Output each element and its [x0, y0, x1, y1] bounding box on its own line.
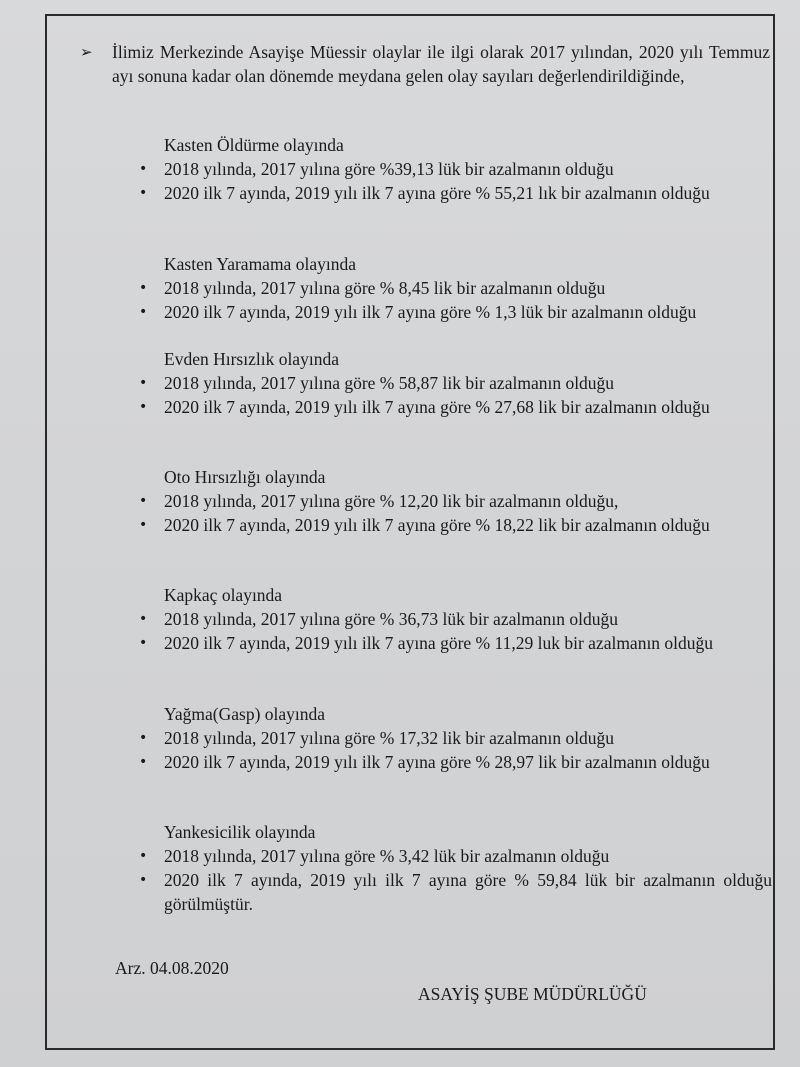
- list-item: [138, 276, 772, 300]
- section-kasten-yaralama: [138, 252, 772, 324]
- section-title: Oto Hırsızlığı olayında: [164, 467, 326, 487]
- list-item: [138, 300, 772, 324]
- list-item: [138, 844, 772, 868]
- bullet-dot-icon: •: [139, 375, 148, 391]
- bullet-dot-icon: •: [139, 635, 148, 651]
- section-oto-hirsizligi: [138, 465, 772, 537]
- bullet-dot-icon: •: [139, 517, 148, 533]
- section-list: [138, 607, 772, 655]
- list-item-text: 2018 yılında, 2017 yılına göre % 58,87 lik bir azalmanın olduğu: [164, 373, 615, 393]
- list-item: [138, 181, 772, 205]
- bullet-dot-icon: •: [139, 848, 148, 864]
- list-item-text: 2018 yılında, 2017 yılına göre % 3,42 lük bir azalmanın olduğu: [164, 846, 610, 866]
- section-yagma-gasp: [138, 702, 772, 774]
- intro-paragraph: [80, 40, 770, 88]
- list-item-text: 2018 yılında, 2017 yılına göre % 8,45 lik bir azalmanın olduğu: [164, 278, 606, 298]
- section-list: [138, 157, 772, 205]
- list-item-text: 2018 yılında, 2017 yılına göre % 12,20 lik bir azalmanın olduğu,: [164, 491, 619, 511]
- list-item-text: 2018 yılında, 2017 yılına göre %39,13 lük bir azalmanın olduğu: [164, 159, 614, 179]
- list-item-text: 2020 ilk 7 ayında, 2019 yılı ilk 7 ayına göre % 59,84 lük bir azalmanın olduğu görülmüştür.: [164, 870, 772, 914]
- list-item: [138, 631, 772, 655]
- section-title: Evden Hırsızlık olayında: [164, 349, 339, 369]
- signature-block: ASAYİŞ ŞUBE MÜDÜRLÜĞÜ: [418, 984, 647, 1004]
- section-title: Yağma(Gasp) olayında: [164, 704, 326, 724]
- list-item-text: 2018 yılında, 2017 yılına göre % 17,32 lik bir azalmanın olduğu: [164, 728, 615, 748]
- intro-text: İlimiz Merkezinde Asayişe Müessir olaylar ile ilgi olarak 2017 yılından, 2020 yılı Temmuz ayı sonuna kadar olan dönemde meydana gelen olay sayıları değerlendirildiğinde,: [112, 42, 770, 86]
- section-title: Kapkaç olayında: [164, 585, 283, 605]
- list-item: [138, 607, 772, 631]
- section-list: [138, 844, 772, 916]
- bullet-dot-icon: •: [139, 754, 148, 770]
- list-item-text: 2018 yılında, 2017 yılına göre % 36,73 lük bir azalmanın olduğu: [164, 609, 618, 629]
- bullet-dot-icon: •: [139, 280, 148, 296]
- list-item: [138, 868, 772, 916]
- section-list: [138, 371, 772, 419]
- section-yankesicilik: [138, 820, 772, 916]
- section-kapkac: [138, 583, 772, 655]
- section-title: Kasten Yaramama olayında: [164, 254, 356, 274]
- section-kasten-oldurme: [138, 133, 772, 205]
- list-item: [138, 371, 772, 395]
- section-title: Yankesicilik olayında: [164, 822, 316, 842]
- bullet-dot-icon: •: [139, 304, 148, 320]
- section-list: [138, 489, 772, 537]
- bullet-dot-icon: •: [139, 730, 148, 746]
- list-item: [138, 750, 772, 774]
- list-item-text: 2020 ilk 7 ayında, 2019 yılı ilk 7 ayına göre % 11,29 luk bir azalmanın olduğu: [164, 633, 714, 653]
- bullet-dot-icon: •: [139, 493, 148, 509]
- bullet-dot-icon: •: [139, 185, 148, 201]
- bullet-dot-icon: •: [139, 161, 148, 177]
- section-list: [138, 726, 772, 774]
- arrow-bullet-icon: ➢: [80, 43, 93, 61]
- list-item-text: 2020 ilk 7 ayında, 2019 yılı ilk 7 ayına göre % 28,97 lik bir azalmanın olduğu: [164, 752, 710, 772]
- list-item: [138, 395, 772, 419]
- section-evden-hirsizlik: [138, 347, 772, 419]
- section-title: Kasten Öldürme olayında: [164, 135, 344, 155]
- bullet-dot-icon: •: [139, 872, 148, 888]
- bullet-dot-icon: •: [139, 611, 148, 627]
- list-item: [138, 513, 772, 537]
- list-item-text: 2020 ilk 7 ayında, 2019 yılı ilk 7 ayına göre % 18,22 lik bir azalmanın olduğu: [164, 515, 710, 535]
- list-item: [138, 157, 772, 181]
- list-item-text: 2020 ilk 7 ayında, 2019 yılı ilk 7 ayına göre % 55,21 lık bir azalmanın olduğu: [164, 183, 710, 203]
- list-item-text: 2020 ilk 7 ayında, 2019 yılı ilk 7 ayına göre % 1,3 lük bir azalmanın olduğu: [164, 302, 697, 322]
- list-item: [138, 726, 772, 750]
- section-list: [138, 276, 772, 324]
- list-item: [138, 489, 772, 513]
- list-item-text: 2020 ilk 7 ayında, 2019 yılı ilk 7 ayına göre % 27,68 lik bir azalmanın olduğu: [164, 397, 710, 417]
- document-date: Arz. 04.08.2020: [115, 958, 229, 978]
- bullet-dot-icon: •: [139, 399, 148, 415]
